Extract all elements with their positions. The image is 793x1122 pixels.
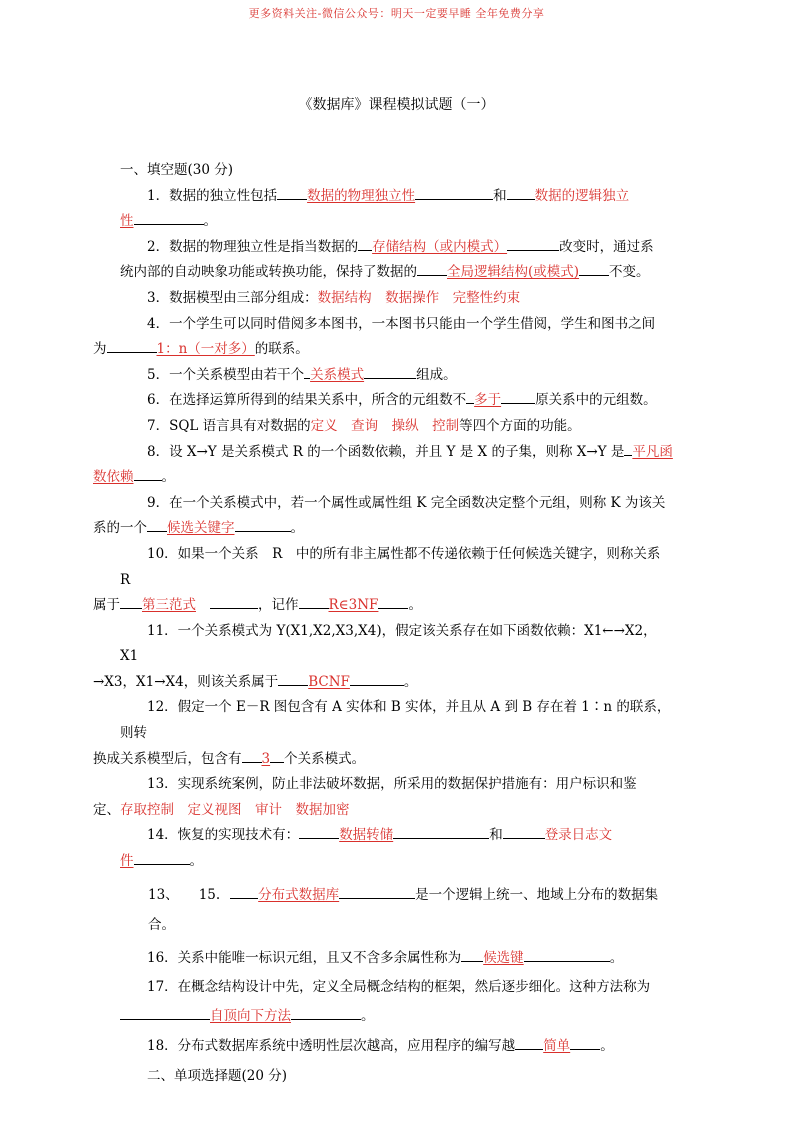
- section-heading: 一、填空题(30 分): [120, 162, 234, 178]
- answer: 第三范式: [142, 597, 196, 614]
- answer: BCNF: [308, 673, 350, 690]
- answer: 自顶向下方法: [210, 1007, 291, 1024]
- question-6: 6．在选择运算所得到的结果关系中，所含的元组数不 多于 原关系中的元组数。: [120, 388, 673, 414]
- answer: 1：n（一对多）: [156, 341, 255, 358]
- question-4: 4．一个学生可以同时借阅多本图书，一本图书只能由一个学生借阅，学生和图书之间 为 1：n（一对多）的联系。: [93, 315, 656, 358]
- exam-content: [93, 158, 674, 1091]
- question-18: 18．分布式数据库系统中透明性层次越高，应用程序的编写越 简单 。: [120, 1031, 673, 1061]
- question-10: 10．如果一个关系 R 中的所有非主属性都不传递依赖于任何候选关键字，则称关系 R 属于 第三范式 ，记作 R∈3NF 。: [93, 545, 674, 614]
- answer: 性: [120, 213, 134, 230]
- question-9: 9．在一个关系模式中，若一个属性或属性组 K 完全函数决定整个元组，则称 K 为该关 系的一个 候选关键字 。: [93, 494, 666, 537]
- question-2: 2．数据的物理独立性是指当数据的 存储结构（或内模式） 改变时，通过系 统内部的自动映象功能或转换功能，保持了数据的 全局逻辑结构(或模式) 不变。: [120, 235, 673, 286]
- page-title: 《数据库》课程模拟试题（一）: [298, 97, 495, 113]
- answer: 关系模式: [310, 366, 365, 383]
- answer: 存取控制 定义视图 审计 数据加密: [120, 801, 350, 818]
- answer: R∈3NF: [328, 597, 379, 614]
- question-15: 13、 15. 分布式数据库 是一个逻辑上统一、地域上分布的数据集 合。: [120, 880, 673, 940]
- question-13: 13．实现系统案例，防止非法破坏数据，所采用的数据保护措施有：用户标识和鉴 定、存取控制 定义视图 审计 数据加密: [93, 776, 637, 818]
- answer: 数据的物理独立性: [307, 187, 416, 204]
- answer: 简单: [543, 1037, 571, 1054]
- answer: 登录日志文: [544, 827, 613, 844]
- question-12: 12．假定一个 E－R 图包含有 A 实体和 B 实体，并且从 A 到 B 存在着 1∶n 的联系，则转 换成关系模型后，包含有 3 个关系模式。: [93, 699, 671, 767]
- question-5: 5．一个关系模型由若干个 关系模式 组成。: [120, 363, 673, 389]
- answer: 分布式数据库: [258, 886, 340, 903]
- question-7: 7．SQL 语言具有对数据的定义 查询 操纵 控制等四个方面的功能。: [147, 417, 581, 434]
- question-16: 16．关系中能唯一标识元组，且又不含多余属性称为 候选键 。: [120, 944, 673, 973]
- answer: 件: [120, 853, 134, 870]
- top-banner: 更多资料关注-微信公众号：明天一定要早睡 全年免费分享: [248, 7, 545, 20]
- answer: 数依赖: [93, 469, 134, 486]
- answer: 候选关键字: [167, 520, 235, 537]
- answer: 3: [261, 750, 271, 767]
- answer: 多于: [474, 392, 502, 409]
- question-11: 11．一个关系模式为 Y(X1,X2,X3,X4)，假定该关系存在如下函数依赖：X1←→X2，X1 →X3，X1→X4，则该关系属于 BCNF 。: [93, 622, 657, 690]
- section-heading: 二、单项选择题(20 分): [147, 1067, 288, 1084]
- answer: 数据转储: [339, 827, 394, 844]
- question-8: 8．设 X→Y 是关系模式 R 的一个函数依赖，并且 Y 是 X 的子集，则称 X→Y 是 平凡函 数依赖 。: [120, 440, 673, 491]
- answer: 候选键: [483, 949, 524, 966]
- question-17: 17．在概念结构设计中先，定义全局概念结构的框架，然后逐步细化。这种方法称为 自顶向下方法 。: [120, 973, 673, 1031]
- question-1: 1．数据的独立性包括 数据的物理独立性 和 数据的逻辑独立 性 。: [120, 184, 673, 235]
- question-3: 3．数据模型由三部分组成：数据结构 数据操作 完整性约束: [147, 289, 521, 306]
- answer: 全局逻辑结构(或模式): [447, 264, 580, 281]
- answer: 数据结构 数据操作 完整性约束: [317, 289, 521, 306]
- answer: 定义 查询 操纵 控制: [310, 417, 460, 434]
- answer: 平凡函: [632, 443, 673, 460]
- answer: 存储结构（或内模式）: [372, 238, 508, 255]
- answer: 数据的逻辑独立: [534, 187, 630, 204]
- question-14: 14．恢复的实现技术有： 数据转储 和 登录日志文 件 。: [120, 823, 673, 874]
